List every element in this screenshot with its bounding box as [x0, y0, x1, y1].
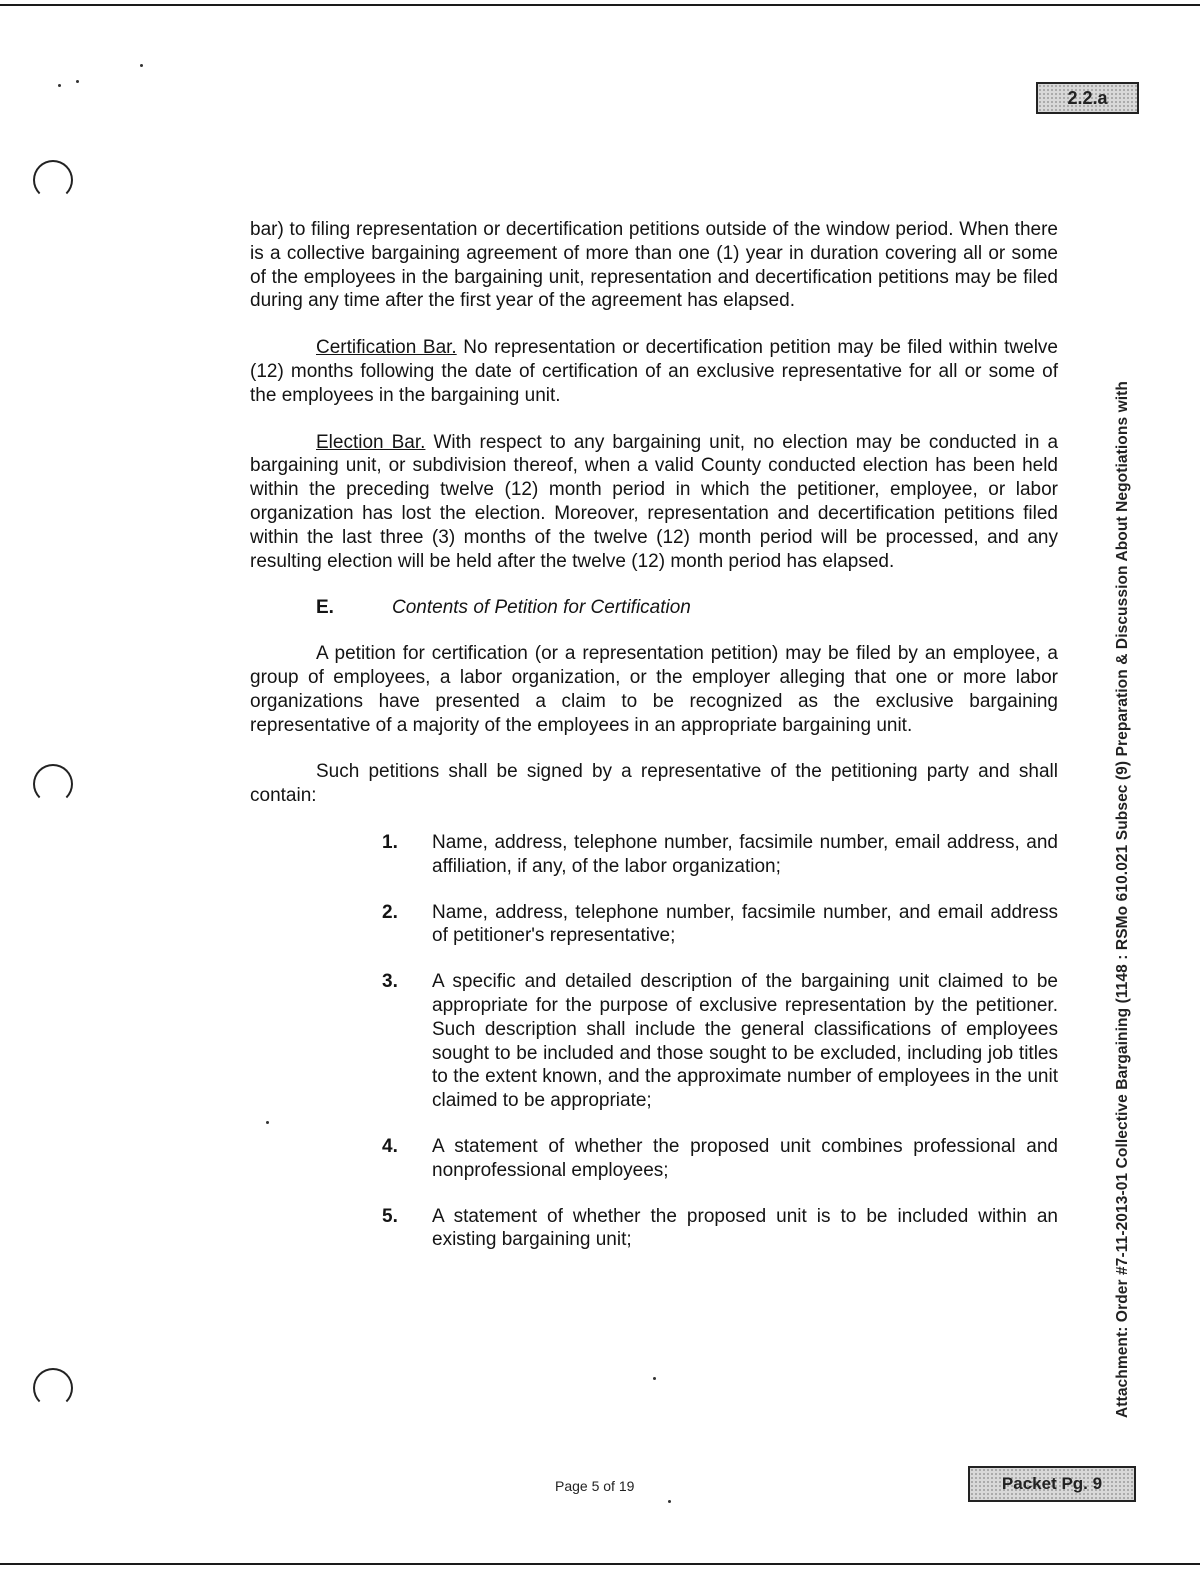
election-bar-heading: Election Bar.: [316, 431, 426, 453]
agenda-item-stamp: 2.2.a: [1036, 82, 1139, 114]
list-item-text: Name, address, telephone number, facsimile number, email address, and affiliation, if any, of the labor organization;: [432, 831, 1058, 877]
certification-bar-text: No representation or decertification petition may be filed within twelve (12) months following the date of certification of an exclusive representative for all or some of the employees in the bargaining unit.: [250, 337, 1058, 406]
list-item-number: 5.: [382, 1205, 398, 1227]
list-item-number: 4.: [382, 1135, 398, 1157]
scan-speck: [668, 1500, 671, 1503]
certification-bar-heading: Certification Bar.: [316, 337, 457, 359]
list-item-number: 2.: [382, 901, 398, 923]
petition-contents-list: [250, 831, 1058, 1252]
document-body: [250, 218, 1058, 1274]
list-item-text: A specific and detailed description of the bargaining unit claimed to be appropriate for the purpose of exclusive representation by the petitioner. Such description shall include the general classifications of employees sought to be included and those sought to be excluded, including job titles to the extent known, and the approximate number of employees in the unit claimed to be appropriate;: [432, 971, 1058, 1112]
list-item-number: 1.: [382, 831, 398, 853]
section-letter: E.: [316, 597, 334, 619]
attachment-side-label: Attachment: Order #7-11-2013-01 Collective Bargaining (1148 : RSMo 610.021 Subsec (9) Preparation & Discussion About Negotiations with: [1114, 381, 1131, 1418]
window-period-paragraph: bar) to filing representation or decertification petitions outside of the window period. When there is a collective bargaining agreement of more than one (1) year in duration covering all or some of the employees in the bargaining unit, representation and decertification petitions may be filed during any time after the first year of the agreement has elapsed.: [250, 219, 1058, 312]
petition-paragraph: A petition for certification (or a representation petition) may be filed by an employee, a group of employees, a labor organization, or the employer alleging that one or more labor organizations have presented a claim to be recognized as the exclusive bargaining representative of a majority of the employees in an appropriate bargaining unit.: [250, 643, 1058, 736]
section-e-heading: [316, 596, 1058, 620]
list-item: [382, 901, 1058, 949]
list-item: [382, 1135, 1058, 1183]
scan-speck: [140, 64, 143, 67]
punch-hole-top: [33, 160, 73, 200]
punch-hole-middle: [33, 764, 73, 804]
scan-speck: [76, 80, 79, 83]
bottom-scan-border: [0, 1563, 1200, 1565]
list-item-text: Name, address, telephone number, facsimile number, and email address of petitioner's representative;: [432, 901, 1058, 947]
election-bar-paragraph: [250, 431, 1058, 574]
list-item-number: 3.: [382, 971, 398, 993]
certification-bar-paragraph: [250, 336, 1058, 407]
list-item-text: A statement of whether the proposed unit combines professional and nonprofessional employees;: [432, 1135, 1058, 1181]
list-item: [382, 831, 1058, 879]
list-item: [382, 1205, 1058, 1253]
election-bar-text: With respect to any bargaining unit, no election may be conducted in a bargaining unit, or subdivision thereof, when a valid County conducted election has been held within the preceding twelve (12) month period in which the petitioner, employee, or labor organization has lost the election. Moreover, representation and decertification petitions filed within the last three (3) months of the twelve (12) month period will be processed, and any resulting election will be held after the twelve (12) month period has elapsed.: [250, 431, 1059, 572]
page-number: Page 5 of 19: [555, 1478, 635, 1494]
section-title: Contents of Petition for Certification: [392, 597, 691, 619]
scan-speck: [58, 84, 61, 87]
signed-paragraph: Such petitions shall be signed by a representative of the petitioning party and shall contain:: [250, 761, 1058, 807]
top-scan-border: [0, 4, 1200, 6]
punch-hole-bottom: [33, 1368, 73, 1408]
list-item-text: A statement of whether the proposed unit is to be included within an existing bargaining unit;: [432, 1205, 1058, 1251]
scan-speck: [653, 1377, 656, 1380]
list-item: [382, 970, 1058, 1113]
packet-page-stamp: Packet Pg. 9: [968, 1466, 1136, 1502]
